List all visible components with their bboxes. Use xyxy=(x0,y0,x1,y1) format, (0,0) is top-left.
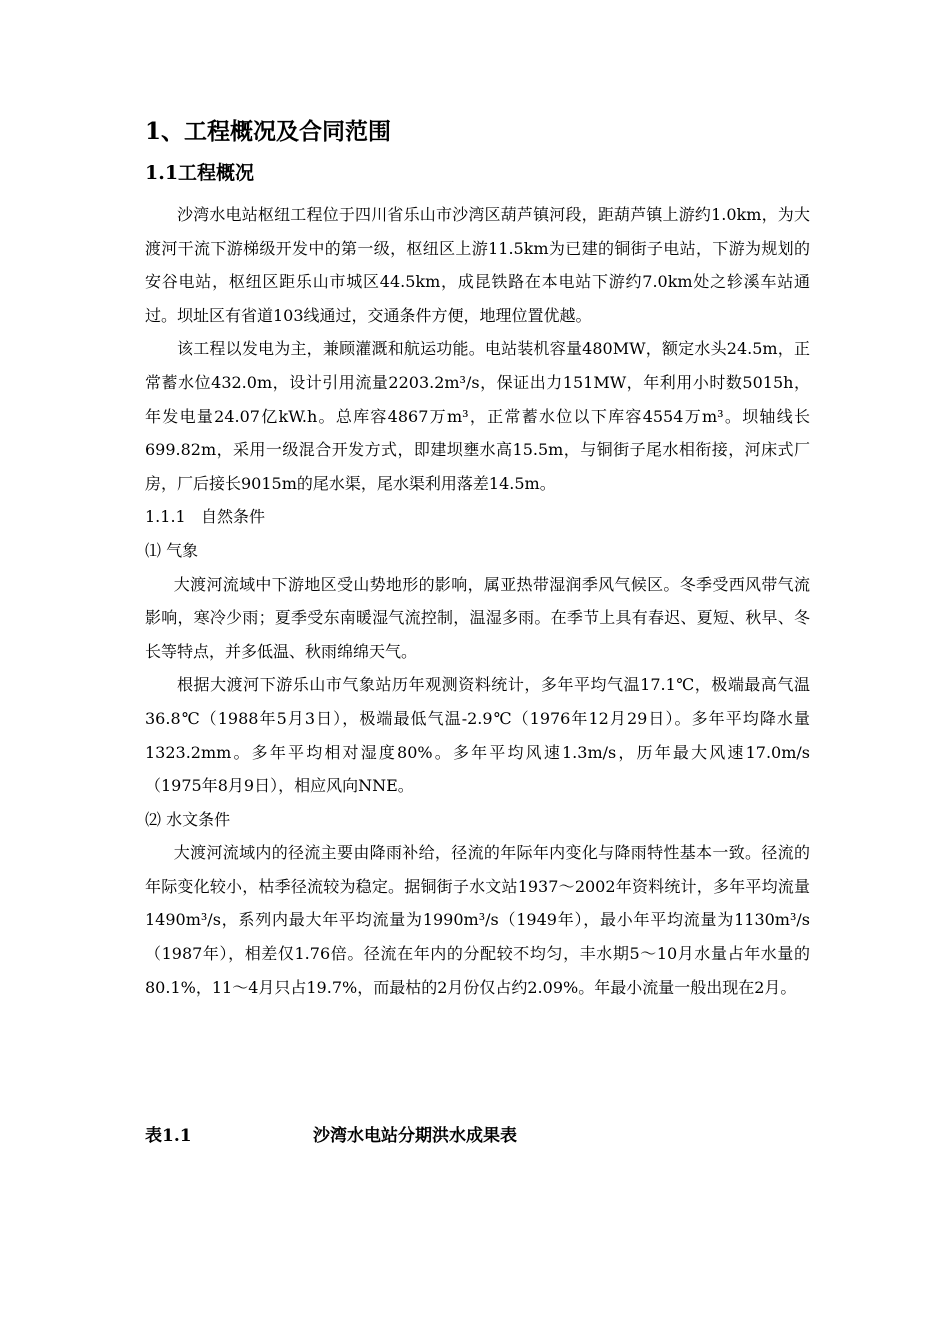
heading-weather: ⑴ 气象 xyxy=(145,540,199,560)
table-caption-title: 沙湾水电站分期洪水成果表 xyxy=(313,1126,517,1146)
paragraph-weather-stats: 根据大渡河下游乐山市气象站历年观测资料统计，多年平均气温17.1℃，极端最高气温36.8℃（1988年5月3日），极端最低气温-2.9℃（1976年12月29日）。多年平均降水量1323.2mm。多年平均相对湿度80%。多年平均风速1.3m/s，历年最大风速17.0m/s（1975年8月9日），相应风向NNE。 xyxy=(145,675,810,796)
heading-natural-conditions: 1.1.1 自然条件 xyxy=(145,507,265,527)
table-caption-label: 表1.1 xyxy=(145,1126,192,1146)
paragraph-location: 沙湾水电站枢纽工程位于四川省乐山市沙湾区葫芦镇河段，距葫芦镇上游约1.0km，为大渡河干流下游梯级开发中的第一级，枢纽区上游11.5km为已建的铜街子电站，下游为规划的安谷电站，枢纽区距乐山市城区44.5km，成昆铁路在本电站下游约7.0km处之轸溪车站通过。坝址区有省道103线通过，交通条件方便，地理位置优越。 xyxy=(145,205,810,325)
subsection-title: 1.1工程概况 xyxy=(145,162,255,184)
body-block-overview xyxy=(145,198,810,1004)
section-title: 1、工程概况及合同范围 xyxy=(145,118,392,145)
table-caption xyxy=(145,1120,517,1152)
paragraph-parameters: 该工程以发电为主，兼顾灌溉和航运功能。电站装机容量480MW，额定水头24.5m，正常蓄水位432.0m，设计引用流量2203.2m³/s，保证出力151MW，年利用小时数5015h，年发电量24.07亿kW.h。总库容4867万m³，正常蓄水位以下库容4554万m³。坝轴线长699.82m，采用一级混合开发方式，即建坝壅水高15.5m，与铜街子尾水相衔接，河床式厂房，厂后接长9015m的尾水渠，尾水渠利用落差14.5m。 xyxy=(145,339,810,493)
paragraph-hydrology: 大渡河流域内的径流主要由降雨补给，径流的年际年内变化与降雨特性基本一致。径流的年际变化较小，枯季径流较为稳定。据铜街子水文站1937～2002年资料统计，多年平均流量1490m³/s，系列内最大年平均流量为1990m³/s（1949年），最小年平均流量为1130m³/s（1987年），相差仅1.76倍。径流在年内的分配较不均匀，丰水期5～10月水量占年水量的80.1%，11～4月只占19.7%，而最枯的2月份仅占约2.09%。年最小流量一般出现在2月。 xyxy=(145,843,810,997)
heading-hydrology: ⑵ 水文条件 xyxy=(145,809,231,829)
paragraph-climate: 大渡河流域中下游地区受山势地形的影响，属亚热带湿润季风气候区。冬季受西风带气流影响，寒冷少雨；夏季受东南暖湿气流控制，温湿多雨。在季节上具有春迟、夏短、秋早、冬长等特点，并多低温、秋雨绵绵天气。 xyxy=(145,574,810,661)
